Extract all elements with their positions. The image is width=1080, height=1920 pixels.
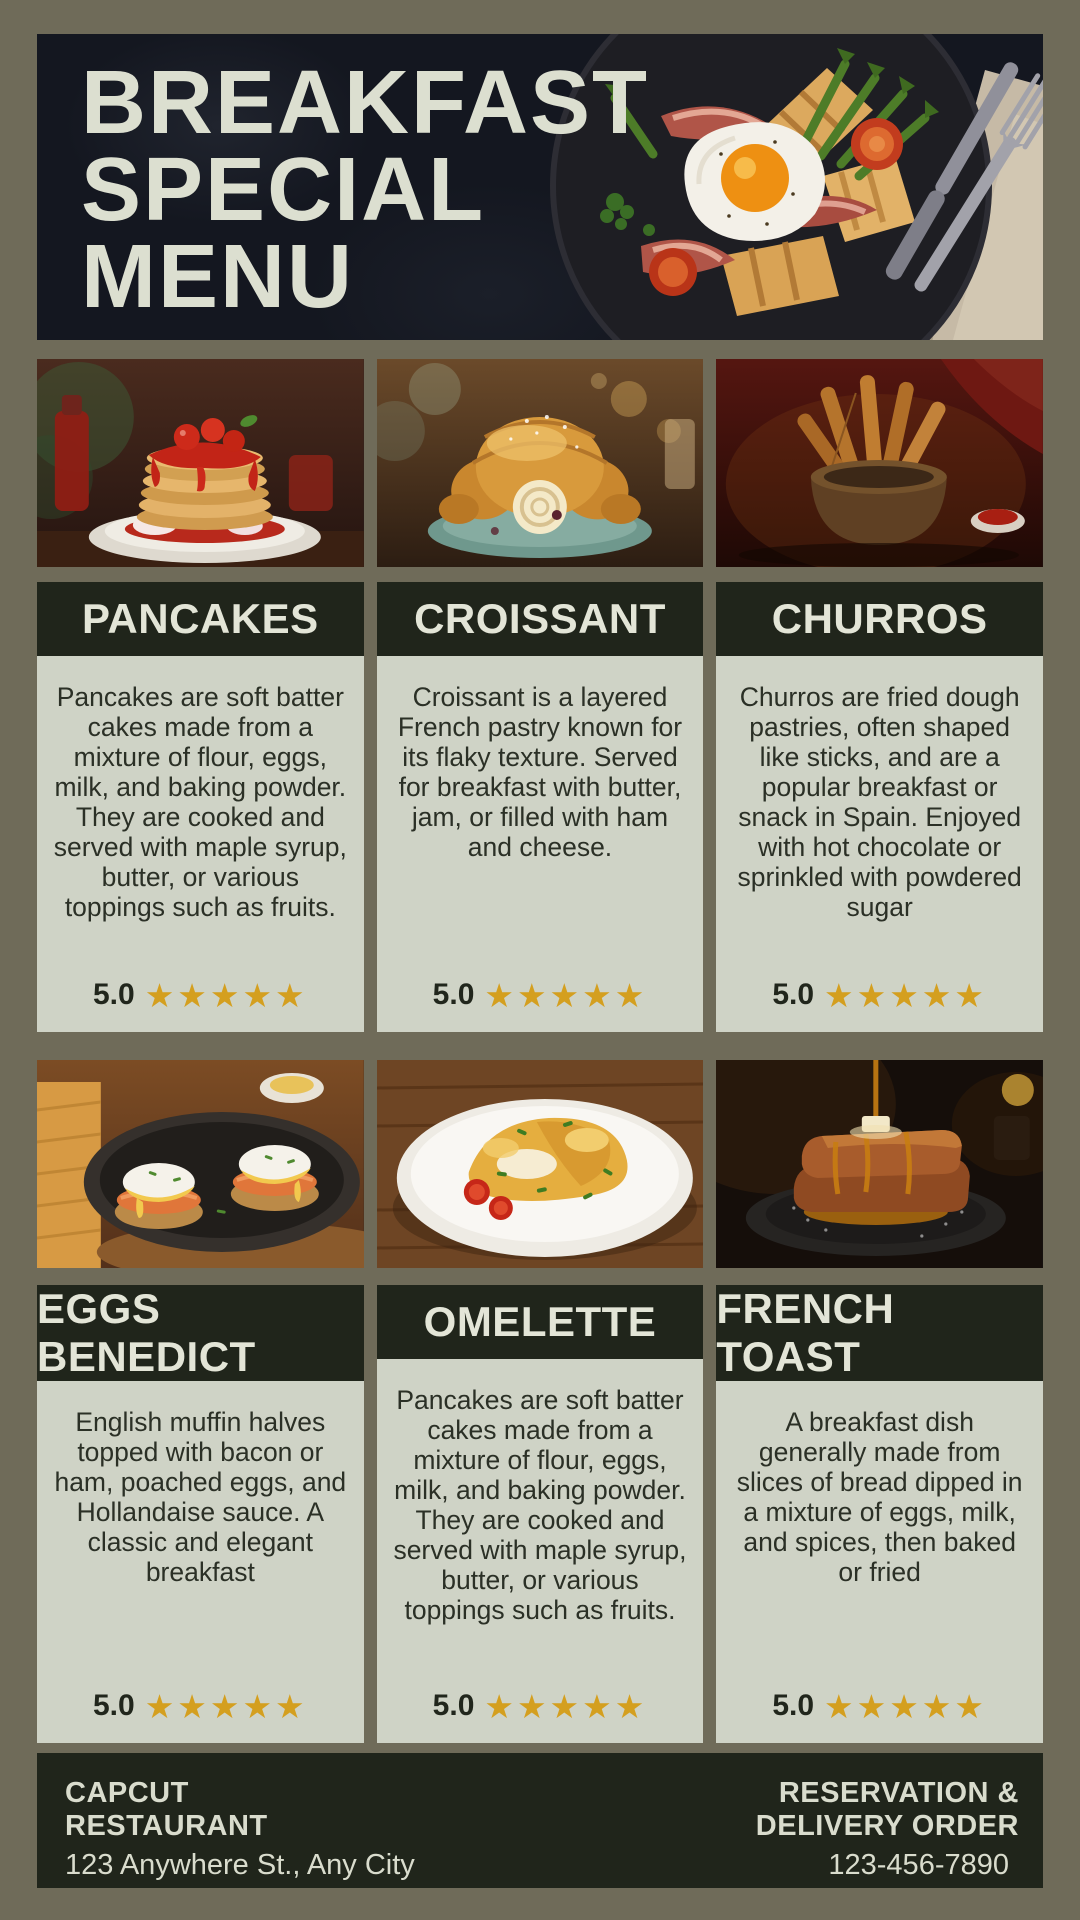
rating-row: [433, 1689, 648, 1723]
omelette-photo: [377, 1060, 704, 1268]
footer-bar: [37, 1753, 1043, 1888]
menu-item-body: [716, 656, 1043, 1032]
photo-row-1: [37, 359, 1043, 567]
header-banner: [37, 34, 1043, 340]
menu-card-pancakes: [37, 582, 364, 1032]
rating-row: [93, 978, 308, 1012]
rating-row: [772, 978, 987, 1012]
title-line-2: SPECIAL: [81, 140, 486, 240]
french-toast-photo: [716, 1060, 1043, 1268]
rating-row: [93, 1689, 308, 1723]
rating-value: 5.0: [93, 1689, 135, 1722]
title-line-3: MENU: [81, 227, 354, 327]
menu-item-body: [377, 656, 704, 1032]
star-icons: ★★★★★: [484, 1687, 648, 1725]
photo-row-2: [37, 1060, 1043, 1268]
reservation-line-2: DELIVERY ORDER: [755, 1810, 1019, 1842]
restaurant-name-line-1: CAPCUT: [65, 1777, 189, 1809]
menu-item-title: OMELETTE: [377, 1285, 704, 1359]
menu-item-description: Churros are fried dough pastries, often shaped like sticks, and are a popular breakfast or snack in Spain. Enjoyed with hot chocolate or sprinkled with powdered sugar: [737, 682, 1022, 922]
eggs-benedict-photo: [37, 1060, 364, 1268]
fried-egg: [684, 122, 825, 241]
menu-item-title: CROISSANT: [377, 582, 704, 656]
card-row-1: [37, 582, 1043, 1032]
menu-item-title: CHURROS: [716, 582, 1043, 656]
menu-card-eggs-benedict: [37, 1285, 364, 1743]
page-title: [81, 53, 650, 327]
croissant-photo: [377, 359, 704, 567]
menu-item-title: PANCAKES: [37, 582, 364, 656]
menu-item-description: English muffin halves topped with bacon or ham, poached eggs, and Hollandaise sauce. A classic and elegant breakfast: [54, 1407, 347, 1587]
churros-photo: [716, 359, 1043, 567]
reservation-line-1: RESERVATION &: [778, 1777, 1019, 1809]
star-icons: ★★★★★: [144, 1687, 308, 1725]
benedict-stack: [115, 1163, 203, 1229]
star-icons: ★★★★★: [824, 976, 987, 1014]
menu-item-title: EGGS BENEDICT: [37, 1285, 364, 1381]
rating-value: 5.0: [432, 1689, 475, 1722]
star-icons: ★★★★★: [824, 1687, 987, 1725]
restaurant-name-line-2: RESTAURANT: [65, 1810, 268, 1842]
rating-value: 5.0: [772, 978, 815, 1011]
rating-value: 5.0: [772, 1689, 815, 1722]
star-icons: ★★★★★: [484, 976, 648, 1014]
rating-row: [433, 978, 648, 1012]
reservation-info: [756, 1777, 1019, 1882]
menu-item-description: Pancakes are soft batter cakes made from a mixture of flour, eggs, milk, and baking powder. They are cooked and served with maple syrup, butter, or various toppings such as fruits.: [393, 1385, 687, 1625]
rating-value: 5.0: [93, 978, 135, 1011]
restaurant-info: [65, 1777, 415, 1882]
card-row-2: [37, 1285, 1043, 1743]
rating-row: [772, 1689, 987, 1723]
title-line-1: BREAKFAST: [81, 53, 650, 153]
menu-card-churros: [716, 582, 1043, 1032]
menu-item-body: [37, 1381, 364, 1743]
restaurant-address: 123 Anywhere St., Any City: [65, 1849, 415, 1881]
menu-card-croissant: [377, 582, 704, 1032]
menu-item-description: Croissant is a layered French pastry known for its flaky texture. Served for breakfast with butter, jam, or filled with ham and cheese.: [397, 682, 683, 862]
menu-item-title: FRENCH TOAST: [716, 1285, 1043, 1381]
menu-item-body: [37, 656, 364, 1032]
menu-item-body: [716, 1381, 1043, 1743]
menu-card-omelette: [377, 1285, 704, 1743]
menu-item-description: Pancakes are soft batter cakes made from a mixture of flour, eggs, milk, and baking powder. They are cooked and served with maple syrup, butter, or various toppings such as fruits.: [53, 682, 347, 922]
benedict-stack: [231, 1145, 319, 1211]
menu-card-french-toast: [716, 1285, 1043, 1743]
rating-value: 5.0: [432, 978, 475, 1011]
menu-item-description: A breakfast dish generally made from slices of bread dipped in a mixture of eggs, milk, and spices, then baked or fried: [736, 1407, 1023, 1587]
reservation-phone: 123-456-7890: [828, 1849, 1009, 1881]
star-icons: ★★★★★: [144, 976, 308, 1014]
pancakes-photo: [37, 359, 364, 567]
menu-item-body: [377, 1359, 704, 1743]
